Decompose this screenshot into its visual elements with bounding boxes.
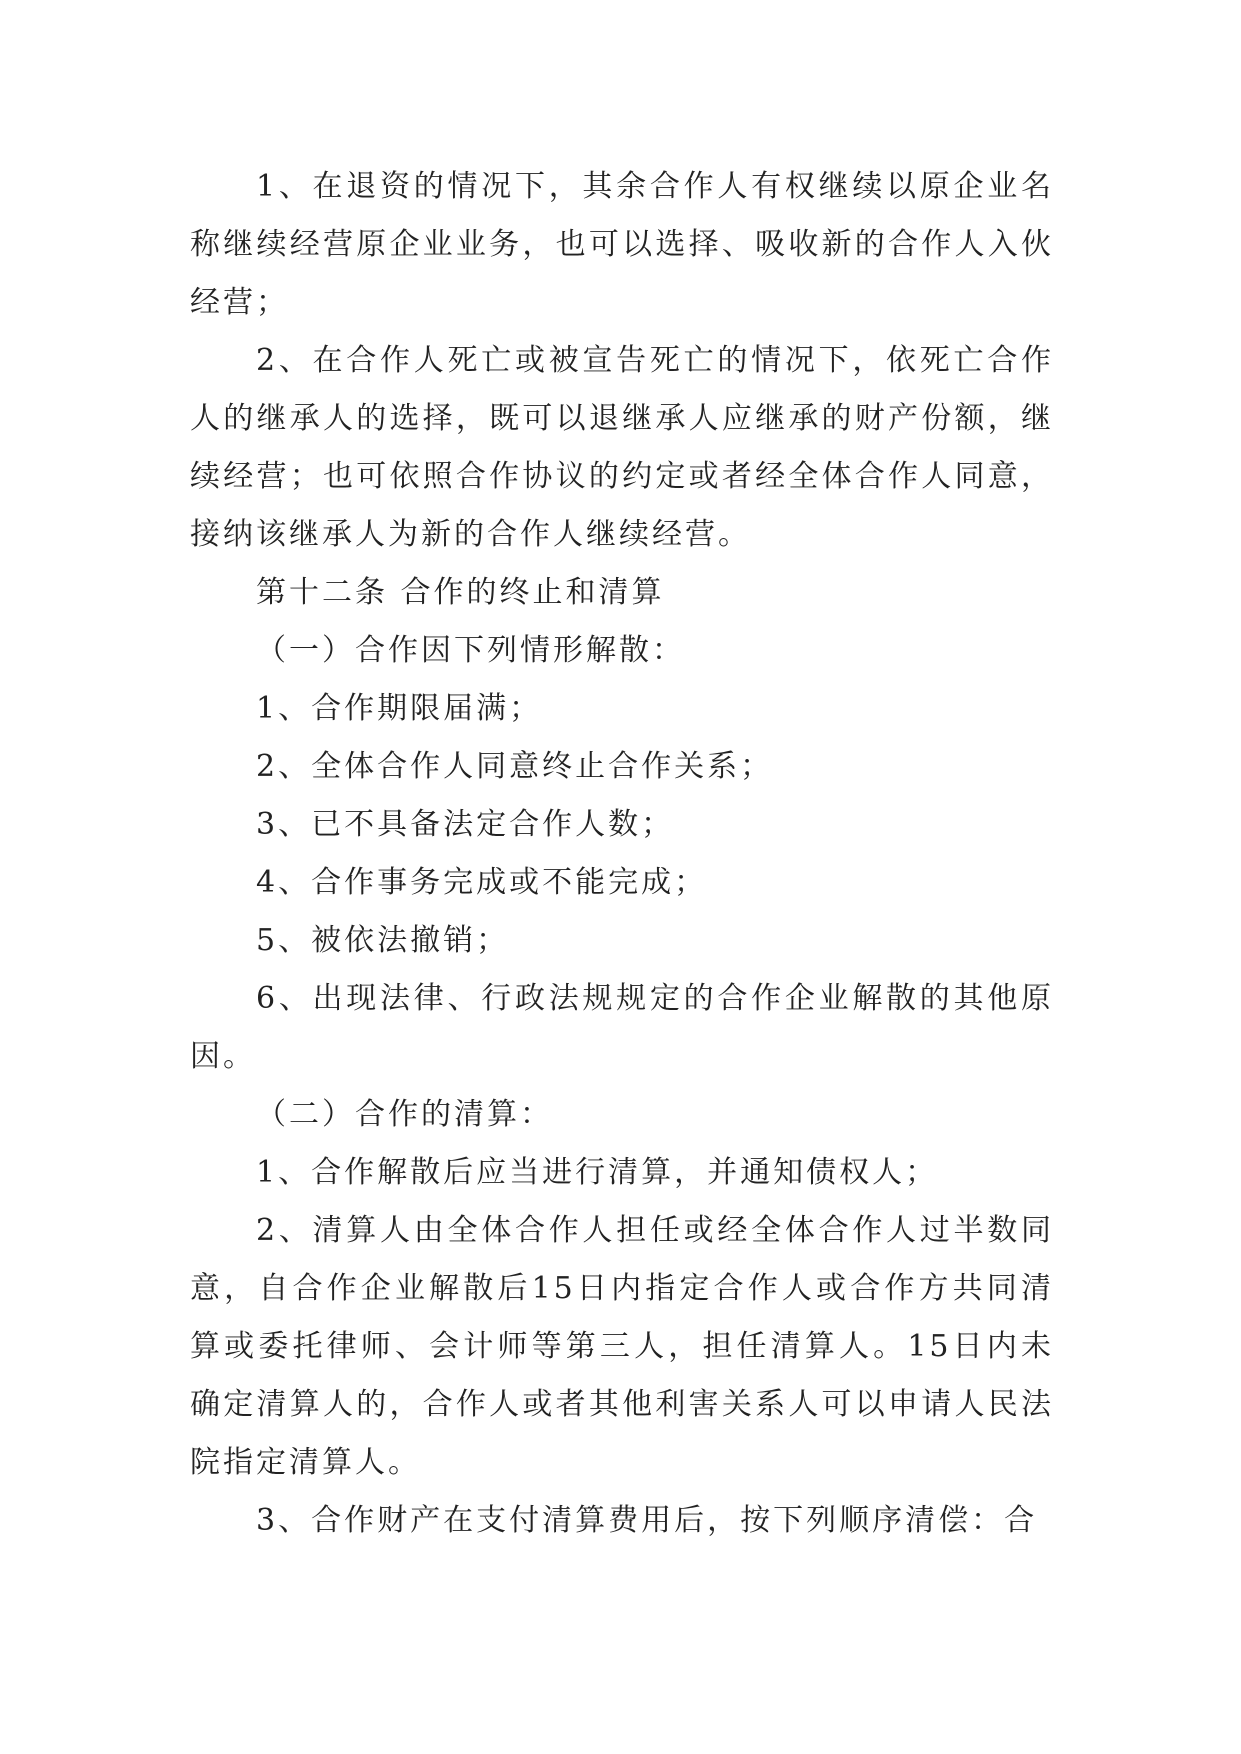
clause-paragraph: 2、在合作人死亡或被宣告死亡的情况下，依死亡合作人的继承人的选择，既可以退继承人应继承的财产份额，继续经营；也可依照合作协议的约定或者经全体合作人同意，接纳该继承人为新的合作人继续经营。 — [190, 343, 1054, 552]
list-item: 3、已不具备法定合作人数； — [256, 807, 675, 842]
section-heading: （一）合作因下列情形解散： — [256, 633, 685, 668]
section-heading: （二）合作的清算： — [256, 1097, 553, 1132]
list-item: 2、全体合作人同意终止合作关系； — [256, 749, 774, 784]
list-item: 6、出现法律、行政法规规定的合作企业解散的其他原因。 — [190, 981, 1054, 1074]
document-body — [190, 158, 1054, 1550]
article-heading: 第十二条 合作的终止和清算 — [256, 575, 665, 610]
list-item: 3、合作财产在支付清算费用后，按下列顺序清偿：合 — [256, 1503, 1038, 1538]
list-item: 2、清算人由全体合作人担任或经全体合作人过半数同意，自合作企业解散后15日内指定合作人或合作方共同清算或委托律师、会计师等第三人，担任清算人。15日内未确定清算人的，合作人或者其他利害关系人可以申请人民法院指定清算人。 — [190, 1213, 1054, 1480]
list-item: 1、合作解散后应当进行清算，并通知债权人； — [256, 1155, 939, 1190]
list-item: 1、合作期限届满； — [256, 691, 543, 726]
list-item: 4、合作事务完成或不能完成； — [256, 865, 708, 900]
list-item: 5、被依法撤销； — [256, 923, 510, 958]
clause-paragraph: 1、在退资的情况下，其余合作人有权继续以原企业名称继续经营原企业业务，也可以选择、吸收新的合作人入伙经营； — [190, 169, 1054, 320]
